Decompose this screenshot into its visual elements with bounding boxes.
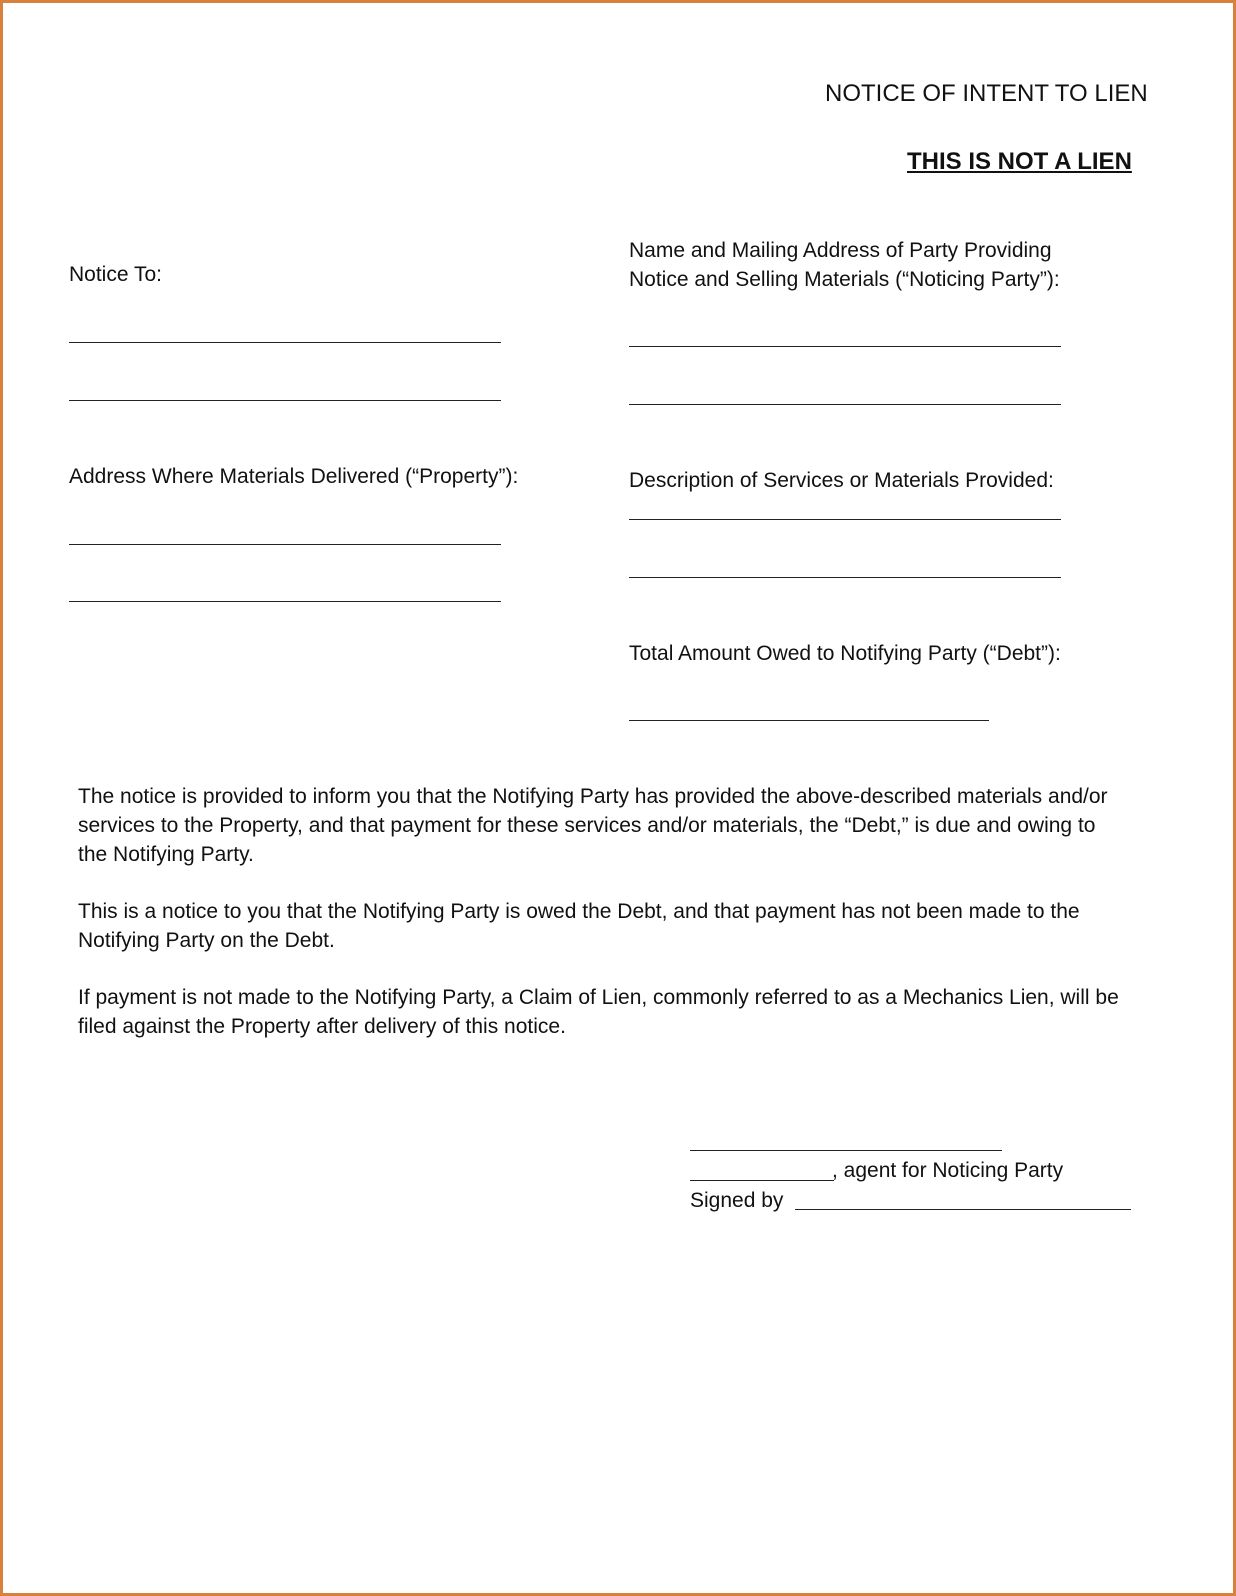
description-label: Description of Services or Materials Provided:: [629, 469, 1054, 492]
description-line-2[interactable]: [629, 577, 1061, 578]
agent-name-line[interactable]: [690, 1180, 834, 1181]
paragraph-3: If payment is not made to the Notifying Party, a Claim of Lien, commonly referred to as a Mechanics Lien, will be filed against the Property after delivery of this notice.: [78, 986, 1119, 1038]
noticing-party-line-1[interactable]: [629, 346, 1061, 347]
property-label: Address Where Materials Delivered (“Property”):: [69, 465, 519, 488]
noticing-party-line-2[interactable]: [629, 404, 1061, 405]
property-line-2[interactable]: [69, 601, 501, 602]
paragraph-2: This is a notice to you that the Notifying Party is owed the Debt, and that payment has not been made to the Notifying Party on the Debt.: [78, 900, 1080, 952]
description-line-1[interactable]: [629, 519, 1061, 520]
noticing-party-label-line1: Name and Mailing Address of Party Providing: [629, 239, 1052, 262]
document-title: NOTICE OF INTENT TO LIEN: [825, 80, 1148, 107]
debt-label: Total Amount Owed to Notifying Party (“Debt”):: [629, 642, 1061, 665]
document-subtitle: THIS IS NOT A LIEN: [907, 148, 1132, 175]
agent-text: , agent for Noticing Party: [832, 1159, 1064, 1182]
notice-to-label: Notice To:: [69, 263, 162, 286]
debt-line[interactable]: [629, 720, 989, 721]
signed-by-line[interactable]: [795, 1209, 1131, 1210]
property-line-1[interactable]: [69, 544, 501, 545]
notice-to-line-1[interactable]: [69, 342, 501, 343]
notice-to-line-2[interactable]: [69, 400, 501, 401]
signed-by-label: Signed by: [690, 1189, 784, 1212]
noticing-party-label-line2: Notice and Selling Materials (“Noticing Party”):: [629, 268, 1060, 291]
paragraph-1: The notice is provided to inform you that the Notifying Party has provided the above-described materials and/or services to the Property, and that payment for these services and/or materials, the “Debt,” is due and owing to the Notifying Party.: [78, 785, 1108, 866]
signature-line[interactable]: [690, 1150, 1002, 1151]
